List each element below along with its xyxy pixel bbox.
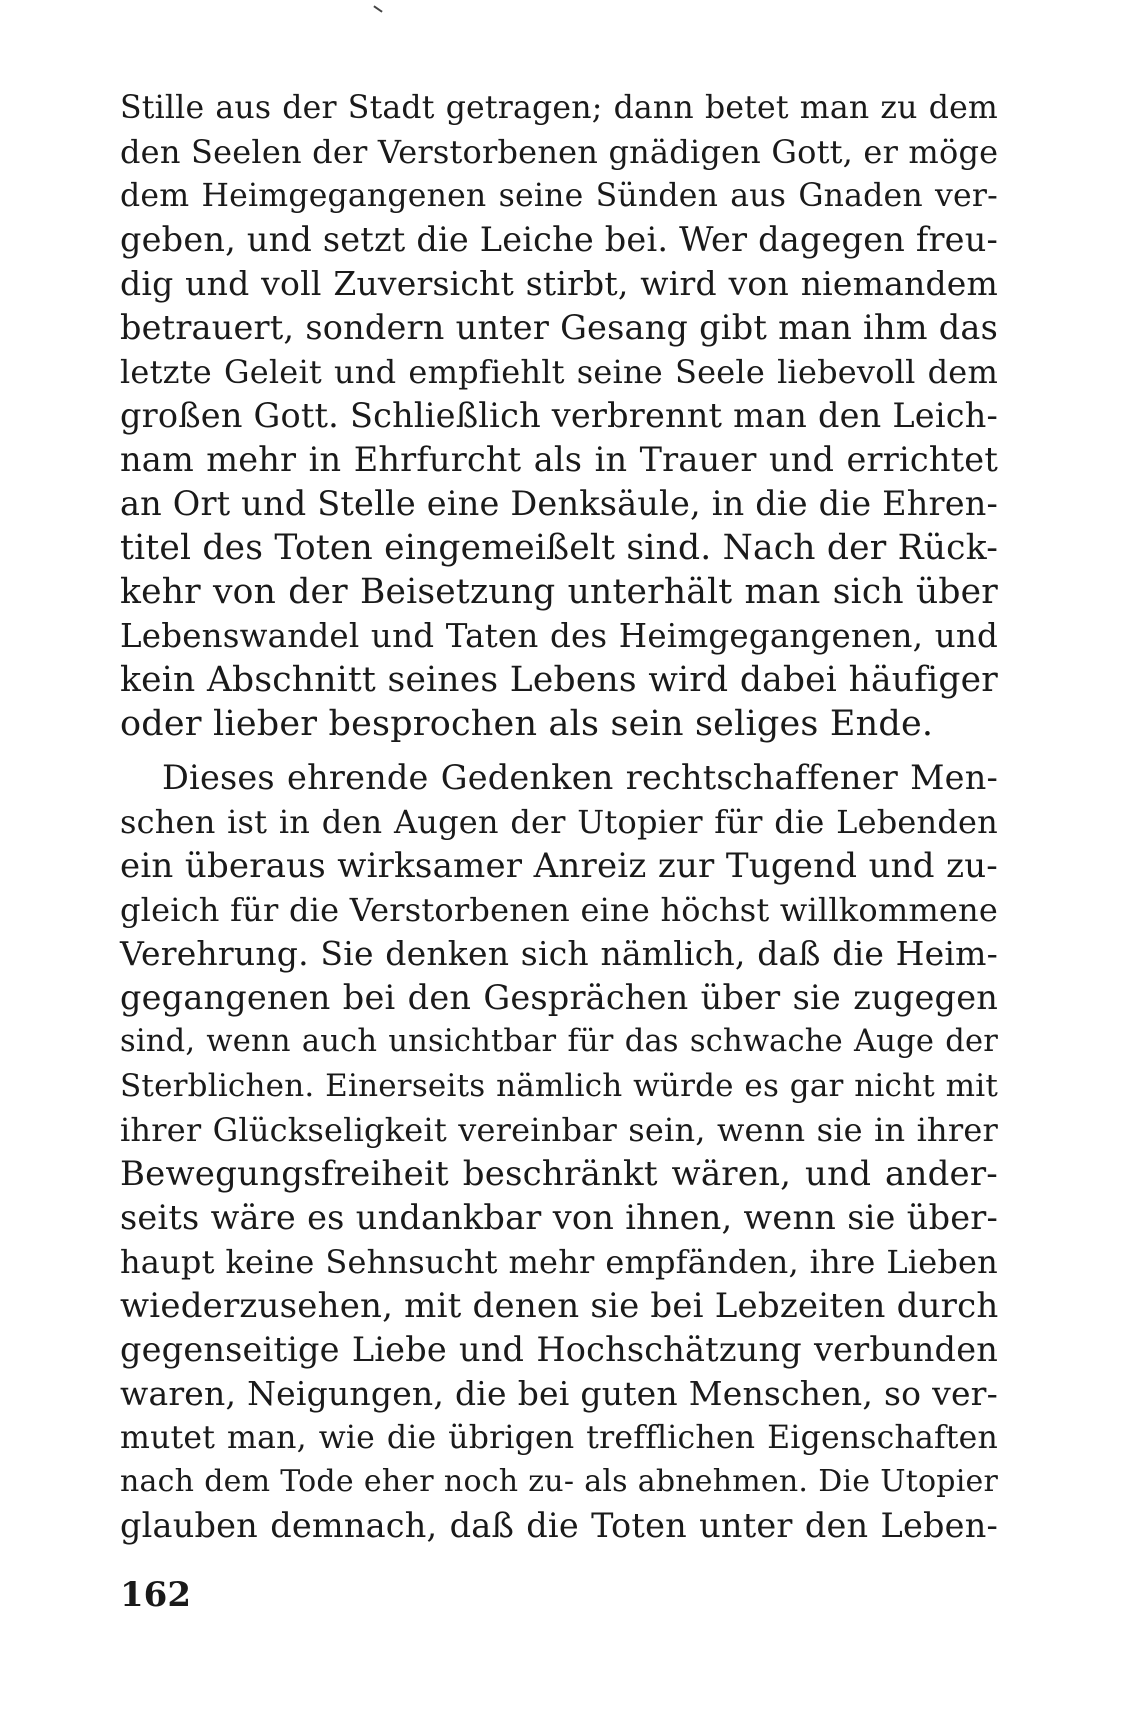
text-line: Bewegungsfreiheit beschränkt wären, und ander-	[120, 1154, 998, 1194]
text-line: seits wäre es undankbar von ihnen, wenn sie über-	[120, 1198, 998, 1237]
text-line: mutet man, wie die übrigen trefflichen Eigenschaften	[120, 1420, 998, 1456]
text-line: nach dem Tode eher noch zu- als abnehmen. Die Utopier	[120, 1464, 998, 1499]
text-line: Verehrung. Sie denken sich nämlich, daß die Heim-	[120, 934, 998, 973]
scan-mark	[373, 5, 382, 12]
text-line: gegenseitige Liebe und Hochschätzung verbunden	[120, 1330, 998, 1369]
text-line: waren, Neigungen, die bei guten Menschen, so ver-	[120, 1374, 998, 1413]
text-line: geben, und setzt die Leiche bei. Wer dagegen freu-	[120, 220, 998, 259]
text-line: Stille aus der Stadt getragen; dann betet man zu dem	[120, 90, 998, 126]
text-line: gleich für die Verstorbenen eine höchst willkommene	[120, 891, 998, 929]
text-line: sind, wenn auch unsichtbar für das schwache Auge der	[120, 1024, 998, 1059]
text-line: dem Heimgegangenen seine Sünden aus Gnaden ver-	[120, 178, 998, 214]
text-line: ihrer Glückseligkeit vereinbar sein, wenn sie in ihrer	[120, 1111, 998, 1149]
text-line: kehr von der Beisetzung unterhält man sich über	[120, 572, 998, 612]
text-line: letzte Geleit und empfiehlt seine Seele liebevoll dem	[120, 353, 998, 391]
text-line: nam mehr in Ehrfurcht als in Trauer und errichtet	[120, 440, 998, 479]
text-line: titel des Toten eingemeißelt sind. Nach der Rück-	[120, 528, 999, 568]
text-line: ein überaus wirksamer Anreiz zur Tugend und zu-	[120, 846, 998, 886]
text-line: betrauert, sondern unter Gesang gibt man ihm das	[120, 308, 998, 347]
text-line: wiederzusehen, mit denen sie bei Lebzeiten durch	[120, 1286, 999, 1326]
text-line: oder lieber besprochen als sein seliges Ende.	[120, 704, 934, 744]
text-line: Sterblichen. Einerseits nämlich würde es gar nicht mit	[120, 1068, 998, 1104]
text-line: gegangenen bei den Gesprächen über sie zugegen	[120, 978, 998, 1017]
text-line: dig und voll Zuversicht stirbt, wird von niemandem	[120, 264, 998, 303]
text-line: schen ist in den Augen der Utopier für die Lebenden	[120, 803, 998, 841]
text-line: an Ort und Stelle eine Denksäule, in die die Ehren-	[120, 484, 999, 523]
text-line: den Seelen der Verstorbenen gnädigen Gott, er möge	[120, 133, 999, 171]
page-number: 162	[120, 1575, 191, 1615]
text-line: kein Abschnitt seines Lebens wird dabei häufiger	[120, 660, 998, 700]
text-line: großen Gott. Schließlich verbrennt man den Leich-	[120, 396, 998, 435]
text-line: haupt keine Sehnsucht mehr empfänden, ihre Lieben	[120, 1243, 998, 1281]
text-line: Lebenswandel und Taten des Heimgegangenen, und	[120, 617, 998, 655]
text-line: glauben demnach, daß die Toten unter den Leben-	[120, 1506, 998, 1545]
text-line: Dieses ehrende Gedenken rechtschaffener Men-	[162, 758, 998, 797]
